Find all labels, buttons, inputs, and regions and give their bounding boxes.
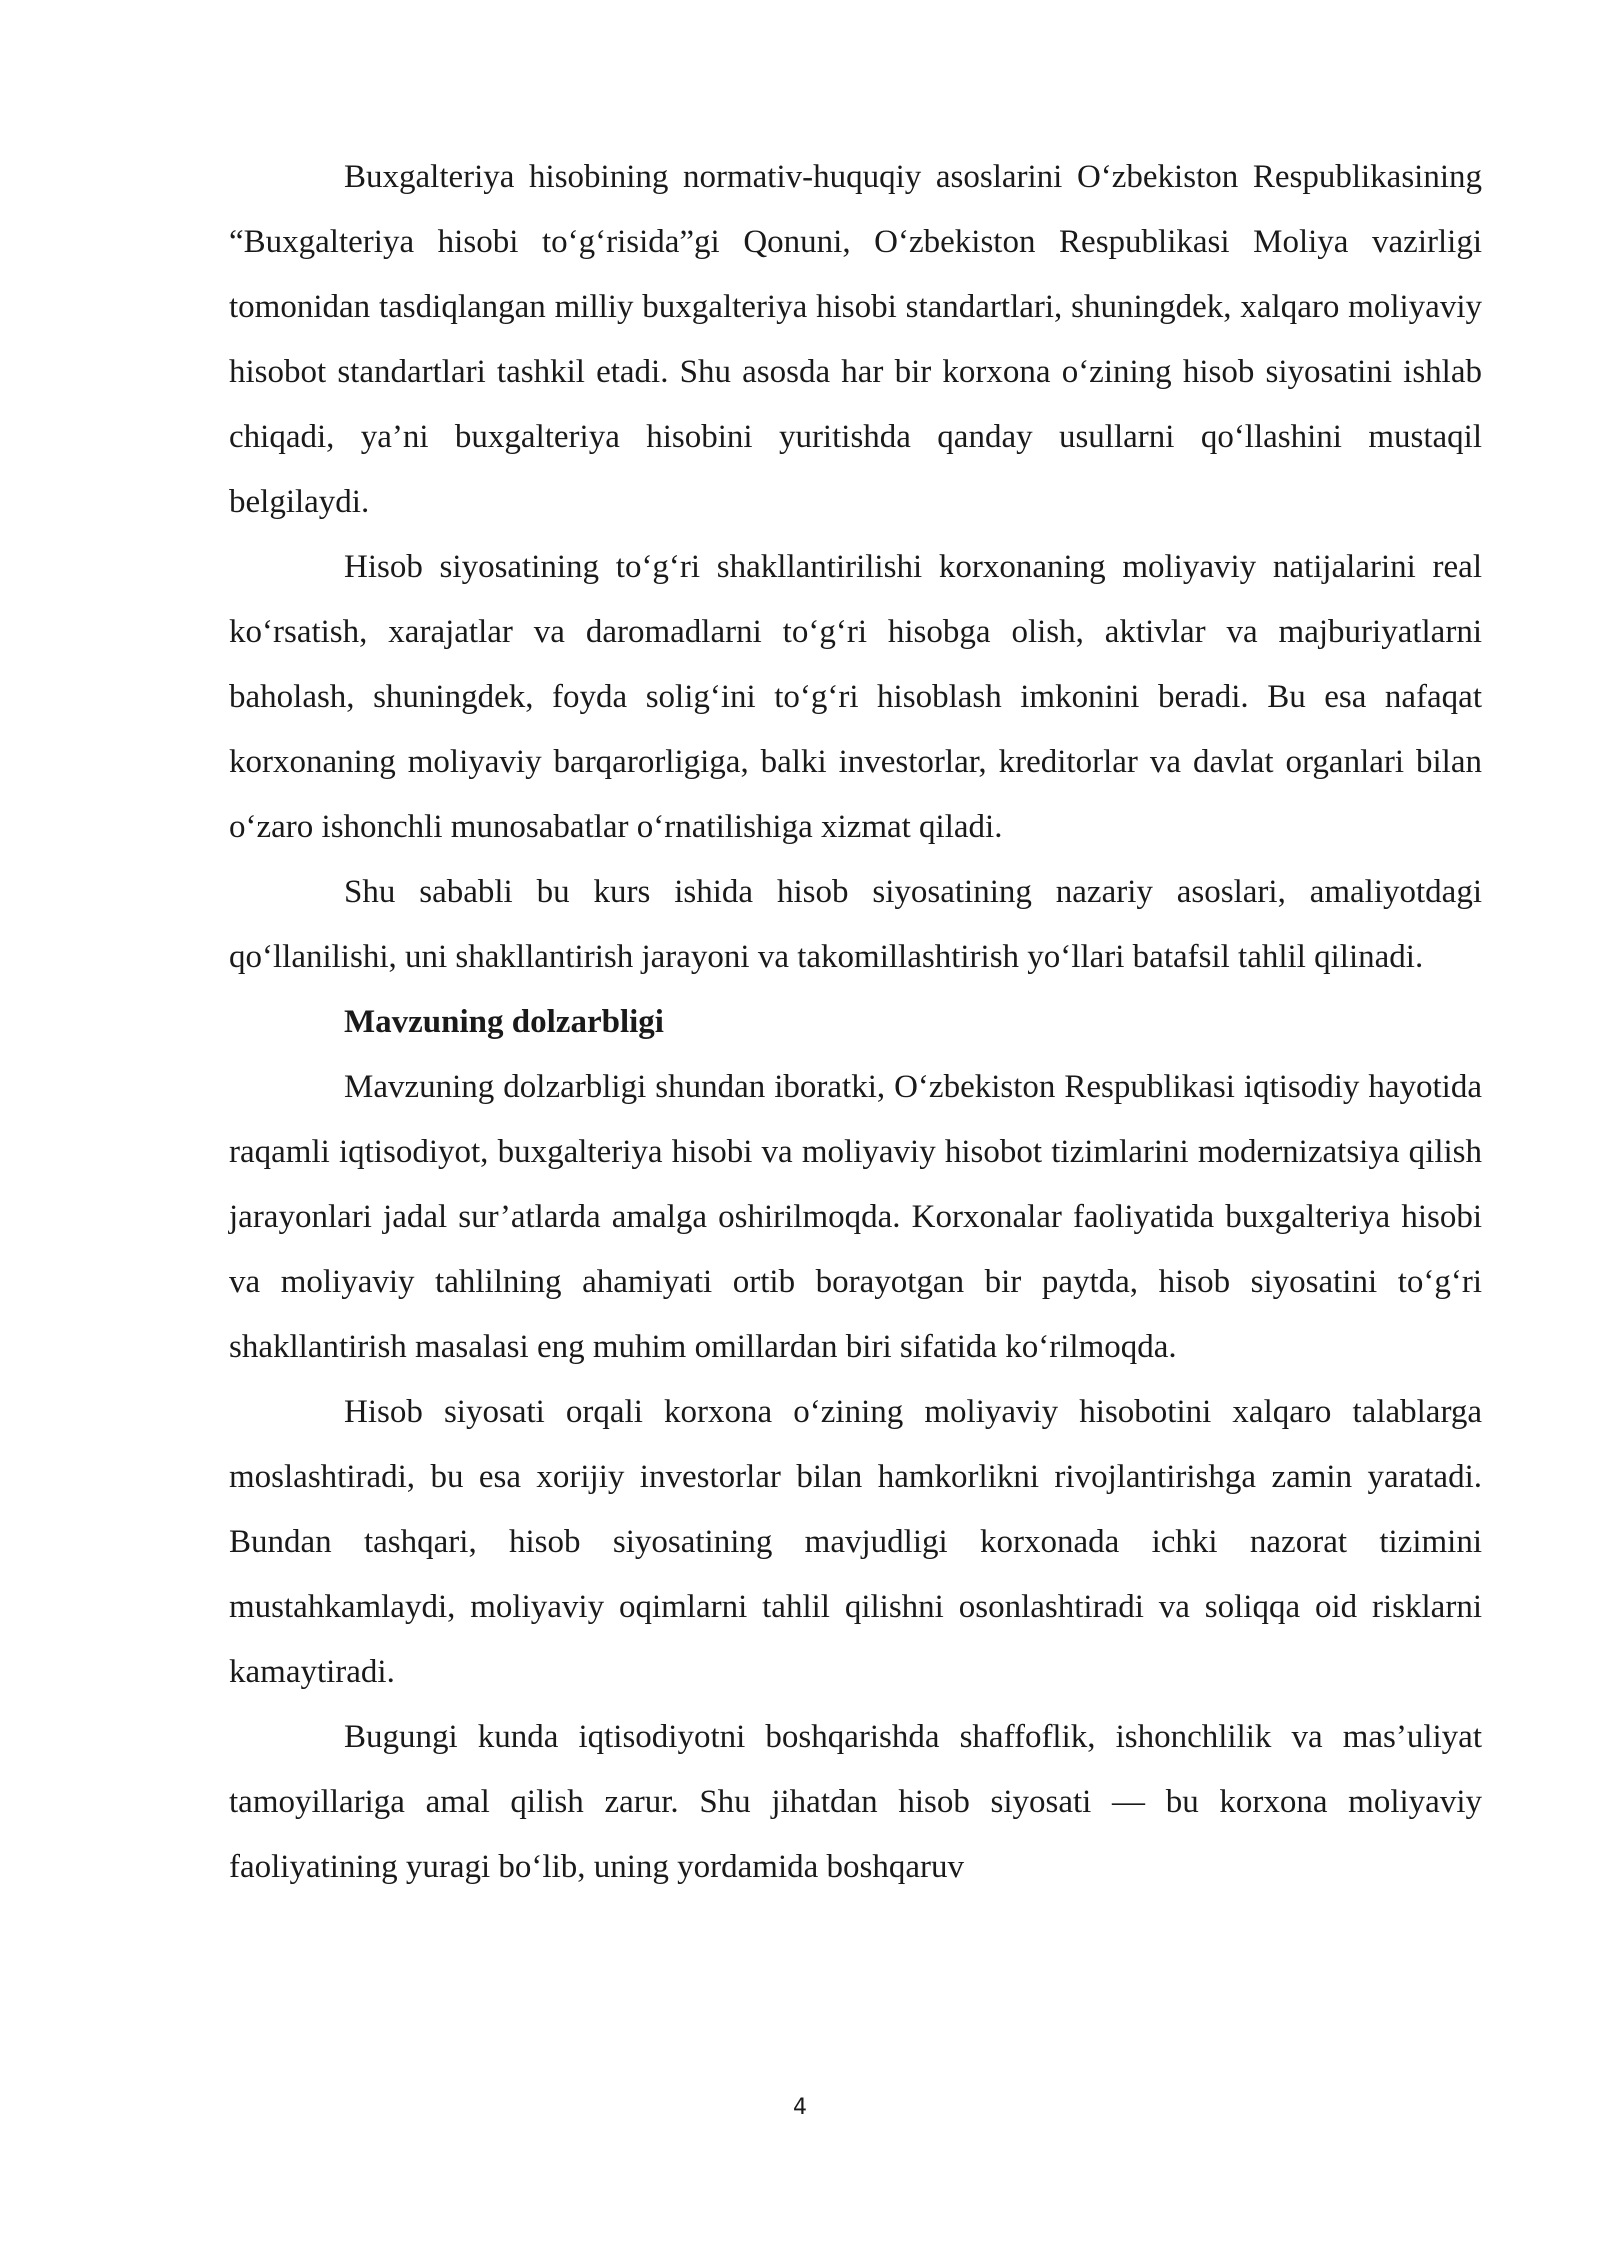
section-heading: Mavzuning dolzarbligi [344,1004,664,1040]
paragraph: Bugungi kunda iqtisodiyotni boshqarishda shaffoflik, ishonchlilik va mas’uliyat tamoyillariga amal qilish zarur. Shu jihatdan hisob siyosati — bu korxona moliyaviy faoliyatining yuragi bo‘lib, uning yordamida boshqaruv [229,1719,1482,1885]
paragraph: Mavzuning dolzarbligi shundan iboratki, O‘zbekiston Respublikasi iqtisodiy hayotida raqamli iqtisodiyot, buxgalteriya hisobi va moliyaviy hisobot tizimlarini modernizatsiya qilish jarayonlari jadal sur’atlarda amalga oshirilmoqda. Korxonalar faoliyatida buxgalteriya hisobi va moliyaviy tahlilning ahamiyati ortib borayotgan bir paytda, hisob siyosatini to‘g‘ri shakllantirish masalasi eng muhim omillardan biri sifatida ko‘rilmoqda. [229,1069,1482,1365]
document-body [229,145,1482,1900]
paragraph: Hisob siyosati orqali korxona o‘zining moliyaviy hisobotini xalqaro talablarga moslashtiradi, bu esa xorijiy investorlar bilan hamkorlikni rivojlantirishga zamin yaratadi. Bundan tashqari, hisob siyosatining mavjudligi korxonada ichki nazorat tizimini mustahkamlaydi, moliyaviy oqimlarni tahlil qilishni osonlashtiradi va soliqqa oid risklarni kamaytiradi. [229,1394,1482,1690]
page-number: 4 [793,2095,807,2120]
paragraph: Shu sababli bu kurs ishida hisob siyosatining nazariy asoslari, amaliyotdagi qo‘llanilishi, uni shakllantirish jarayoni va takomillashtirish yo‘llari batafsil tahlil qilinadi. [229,874,1482,975]
paragraph: Buxgalteriya hisobining normativ-huquqiy asoslarini O‘zbekiston Respublikasining “Buxgalteriya hisobi to‘g‘risida”gi Qonuni, O‘zbekiston Respublikasi Moliya vazirligi tomonidan tasdiqlangan milliy buxgalteriya hisobi standartlari, shuningdek, xalqaro moliyaviy hisobot standartlari tashkil etadi. Shu asosda har bir korxona o‘zining hisob siyosatini ishlab chiqadi, ya’ni buxgalteriya hisobini yuritishda qanday usullarni qo‘llashini mustaqil belgilaydi. [229,159,1482,520]
paragraph: Hisob siyosatining to‘g‘ri shakllantirilishi korxonaning moliyaviy natijalarini real ko‘rsatish, xarajatlar va daromadlarni to‘g‘ri hisobga olish, aktivlar va majburiyatlarni baholash, shuningdek, foyda solig‘ini to‘g‘ri hisoblash imkonini beradi. Bu esa nafaqat korxonaning moliyaviy barqarorligiga, balki investorlar, kreditorlar va davlat organlari bilan o‘zaro ishonchli munosabatlar o‘rnatilishiga xizmat qiladi. [229,549,1482,845]
